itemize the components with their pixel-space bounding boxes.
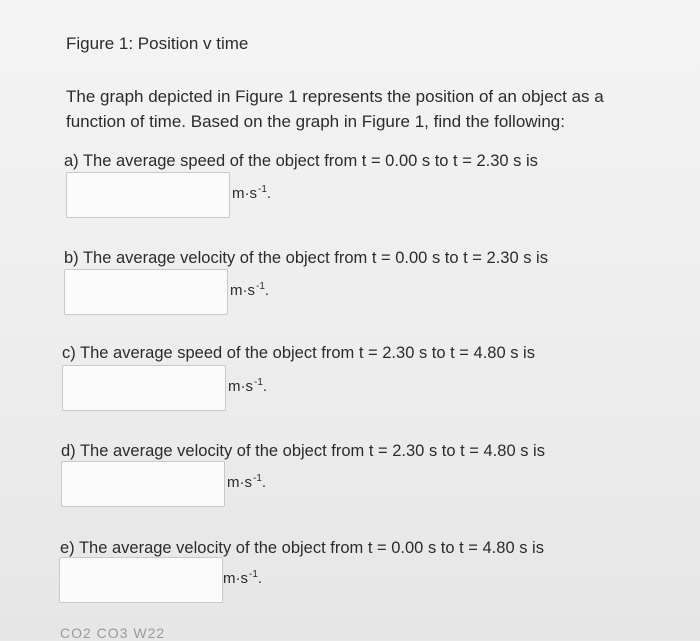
question-b-answer-row — [64, 269, 314, 315]
question-b-answer-input[interactable] — [64, 269, 228, 315]
question-e-answer-row — [59, 557, 309, 603]
question-c-answer-input[interactable] — [62, 365, 226, 411]
question-c-answer-row — [62, 365, 312, 411]
question-b-text: b) The average velocity of the object from t = 0.00 s to t = 2.30 s is — [64, 249, 548, 267]
question-a-unit: $m\cdot s^{-1}$. — [232, 184, 272, 202]
question-a-text: a) The average speed of the object from t = 0.00 s to t = 2.30 s is — [64, 152, 538, 170]
question-d-unit: $m\cdot s^{-1}$. — [227, 473, 267, 491]
question-d-answer-input[interactable] — [61, 461, 225, 507]
intro-text: The graph depicted in Figure 1 represents the position of an object as a function of time. Based on the graph in Figure 1, find the following: — [66, 87, 604, 131]
question-d-answer-row — [61, 461, 311, 507]
question-e-text: e) The average velocity of the object from t = 0.00 s to t = 4.80 s is — [60, 539, 544, 557]
question-d-text: d) The average velocity of the object from t = 2.30 s to t = 4.80 s is — [61, 442, 545, 460]
question-e-answer-input[interactable] — [59, 557, 223, 603]
question-a-answer-input[interactable] — [66, 172, 230, 218]
question-e-unit: $m\cdot s^{-1}$. — [223, 569, 263, 587]
question-b-unit: $m\cdot s^{-1}$. — [230, 281, 270, 299]
footer-tags-partial: CO2 CO3 W22 — [60, 625, 166, 641]
figure-title: Figure 1: Position v time — [66, 34, 249, 53]
question-c-unit: $m\cdot s^{-1}$. — [228, 377, 268, 395]
question-c-text: c) The average speed of the object from t = 2.30 s to t = 4.80 s is — [62, 344, 535, 362]
question-a-answer-row — [66, 172, 316, 218]
